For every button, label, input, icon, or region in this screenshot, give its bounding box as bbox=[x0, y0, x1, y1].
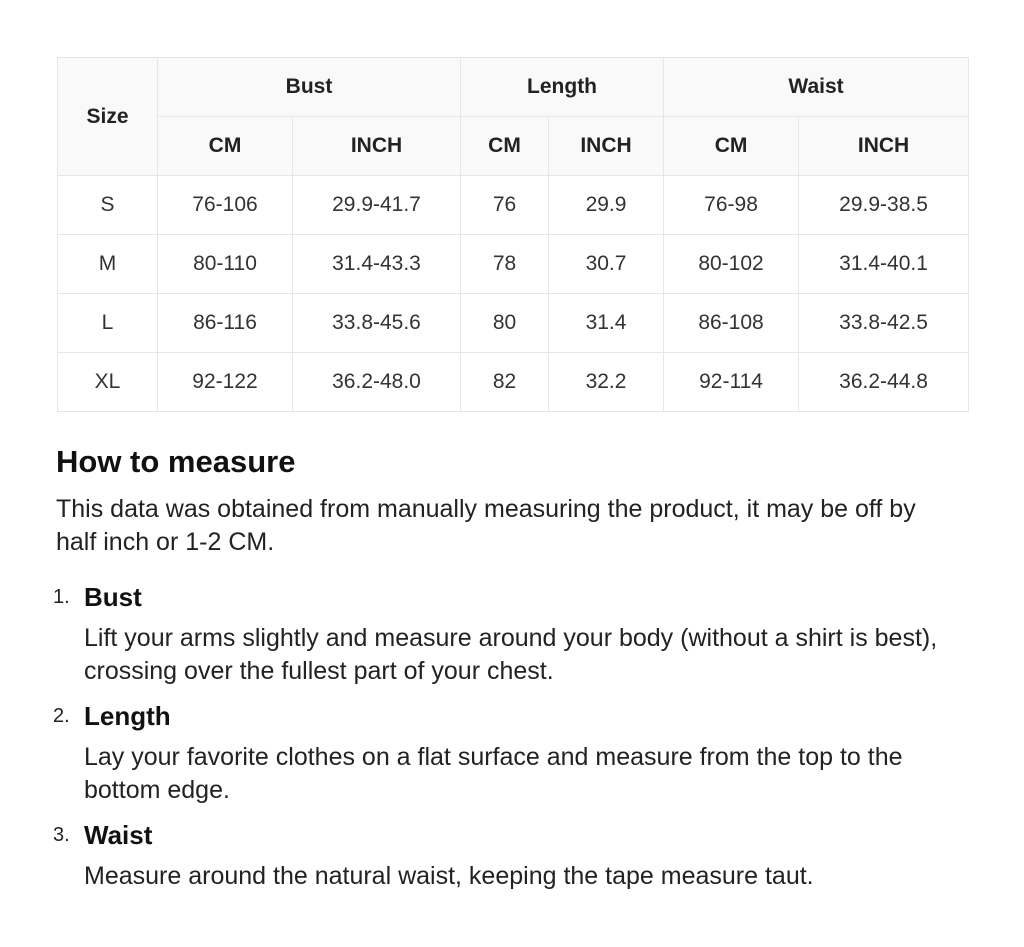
list-item bbox=[53, 580, 971, 688]
size-cell: S bbox=[58, 176, 158, 235]
table-cell: 82 bbox=[461, 353, 549, 412]
table-cell: 30.7 bbox=[549, 235, 664, 294]
list-item-title: Waist bbox=[84, 820, 153, 850]
table-cell: 76-106 bbox=[158, 176, 293, 235]
how-to-measure-heading: How to measure bbox=[56, 444, 296, 479]
list-item-title: Bust bbox=[84, 582, 142, 612]
table-header-row bbox=[58, 58, 969, 117]
table-cell: 80-110 bbox=[158, 235, 293, 294]
table-row bbox=[58, 235, 969, 294]
table-cell: 31.4-40.1 bbox=[799, 235, 969, 294]
table-row bbox=[58, 353, 969, 412]
table-cell: 78 bbox=[461, 235, 549, 294]
size-column-header: Size bbox=[58, 58, 158, 176]
table-cell: 76 bbox=[461, 176, 549, 235]
table-row bbox=[58, 176, 969, 235]
unit-header: CM bbox=[664, 117, 799, 176]
unit-header: INCH bbox=[293, 117, 461, 176]
table-unit-row bbox=[58, 117, 969, 176]
size-chart-table bbox=[57, 57, 969, 412]
measure-instructions-list bbox=[53, 580, 971, 904]
size-cell: L bbox=[58, 294, 158, 353]
list-item-title: Length bbox=[84, 701, 171, 731]
table-cell: 36.2-44.8 bbox=[799, 353, 969, 412]
table-cell: 92-114 bbox=[664, 353, 799, 412]
table-cell: 33.8-45.6 bbox=[293, 294, 461, 353]
table-cell: 86-116 bbox=[158, 294, 293, 353]
length-group-header: Length bbox=[461, 58, 664, 117]
size-cell: XL bbox=[58, 353, 158, 412]
table-cell: 80-102 bbox=[664, 235, 799, 294]
table-cell: 33.8-42.5 bbox=[799, 294, 969, 353]
table-cell: 29.9-38.5 bbox=[799, 176, 969, 235]
list-item-description: Lift your arms slightly and measure around your body (without a shirt is best), crossing over the fullest part of your chest. bbox=[84, 624, 938, 685]
size-cell: M bbox=[58, 235, 158, 294]
table-cell: 92-122 bbox=[158, 353, 293, 412]
unit-header: INCH bbox=[799, 117, 969, 176]
waist-group-header: Waist bbox=[664, 58, 969, 117]
list-item-number: 1. bbox=[53, 586, 70, 608]
table-cell: 31.4-43.3 bbox=[293, 235, 461, 294]
list-item-description: Measure around the natural waist, keeping the tape measure taut. bbox=[84, 862, 814, 890]
table-row bbox=[58, 294, 969, 353]
table-cell: 29.9 bbox=[549, 176, 664, 235]
list-item bbox=[53, 818, 971, 893]
table-cell: 29.9-41.7 bbox=[293, 176, 461, 235]
unit-header: CM bbox=[461, 117, 549, 176]
list-item bbox=[53, 699, 971, 807]
list-item-description: Lay your favorite clothes on a flat surface and measure from the top to the bottom edge. bbox=[84, 743, 903, 804]
table-cell: 80 bbox=[461, 294, 549, 353]
list-item-number: 3. bbox=[53, 824, 70, 846]
table-cell: 86-108 bbox=[664, 294, 799, 353]
unit-header: INCH bbox=[549, 117, 664, 176]
table-cell: 32.2 bbox=[549, 353, 664, 412]
unit-header: CM bbox=[158, 117, 293, 176]
list-item-number: 2. bbox=[53, 705, 70, 727]
measure-intro-text: This data was obtained from manually measuring the product, it may be off by half inch or 1-2 CM. bbox=[56, 495, 916, 556]
bust-group-header: Bust bbox=[158, 58, 461, 117]
table-cell: 36.2-48.0 bbox=[293, 353, 461, 412]
table-cell: 31.4 bbox=[549, 294, 664, 353]
table-cell: 76-98 bbox=[664, 176, 799, 235]
